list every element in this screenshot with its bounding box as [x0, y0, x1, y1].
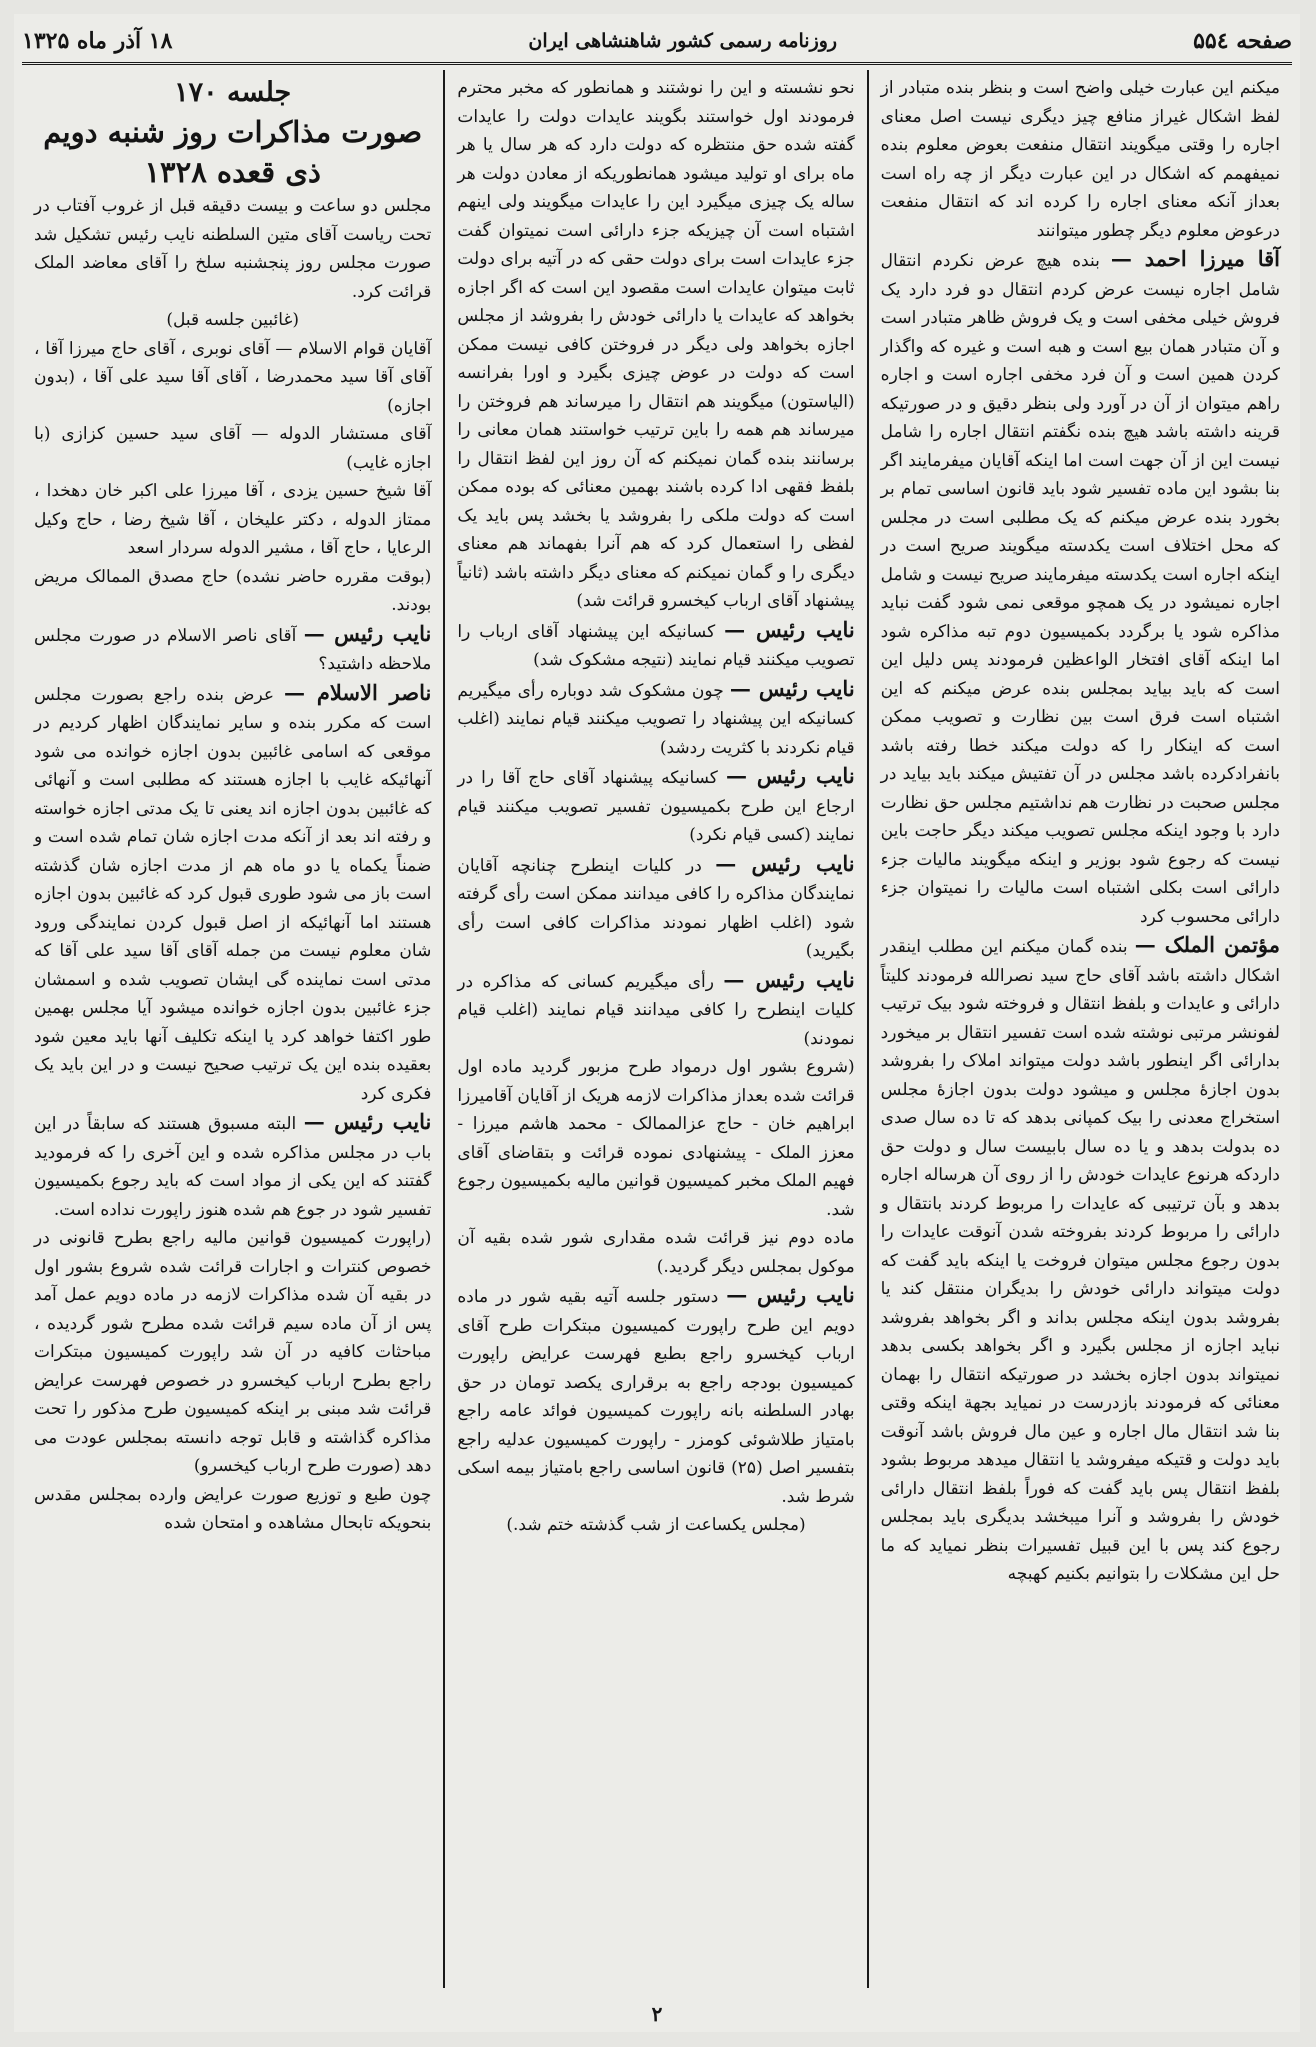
paragraph: آقایان قوام الاسلام — آقای نوبری ، آقای حاج میرزا آقا ، آقای آقا سید محمدرضا ، آقای آقا سید علی آقا ، (بدون اجازه) — [34, 338, 432, 416]
absentees-heading: (غائبین جلسه قبل) — [166, 310, 299, 330]
page-label: صفحه ۵۵٤ — [1193, 28, 1292, 54]
paragraph: ماده دوم نیز قرائت شده مقداری شور شده بقیه آن موکول بمجلس دیگر گردید.) — [457, 1228, 855, 1277]
paragraph: (راپورت کمیسیون قوانین مالیه راجع بطرح قانونی در خصوص کنترات و اجارات قرائت شده شروع بشور اول در بقیه آن شده مذاکرات لازمه در ماده دویم عمل آمد پس از آن ماده سیم قرائت شده مطرح شور گردیده ، مباحثات کافیه در آن شد راپورت کمیسیون مبتکرات راجع بطرح ارباب کیخسرو در خصوص فهرست عرایض قرائت شد مبنی بر اینکه کمیسیون طرح مذکور را تحت مذاکره گذاشته و قابل توجه دانسته بمجلس عودت می دهد (صورت طرح ارباب کیخسرو) — [34, 1228, 432, 1476]
closing-note: (مجلس یکساعت از شب گذشته ختم شد.) — [506, 1515, 806, 1535]
speech-text: بنده هیچ عرض نکردم انتقال شامل اجاره نیست عرض کردم انتقال دو فرد دارد یک فروش خیلی مخفی است و یک فروش ظاهر متبادر است و آن متبادر همان بیع است و هبه است و غیره که واگذار کردن همین است و آن فرد مخفی اجاره است و اجاره راهم میتوان از آن در آورد ولی بنظر دقیق و در صورتیکه قرینه داشته باشد هیچ بنده نگفتم انتقال اجاره را شامل نیست این از آن جهت است اما اینکه آقایان میفرمایند اگر بنا بشود این ماده تفسیر شود باید قانون اساسی تمام بر بخورد بنده عرض میکنم که یک مطلبی است در مجلس که محل اختلاف است یکدسته میگویند صریح است در اینکه اجاره است یکدسته میفرمایند صریح نیست و شامل اجاره نمیشود در یک همچو موقعی نمی شود گفت نباید مذاکره شود یا برگردد بکمیسیون دوم تبه مذاکره شود اما اینکه آقای افتخار الواعظین فرمودند پس دلیل این است که باید بیاید بمجلس بنده عرض میکنم که این اشتباه است فرق است بین نظارت و تصویب ممکن است که اینکار را که دولت میکند خطا رفته باشد بانفرادکرده باشد مجلس در آن تفتیش میکند باید بیاید در مجلس صحبت در نظارت هم نداشتیم مجلس حق نظارت دارد با وجود اینکه مجلس تصویب میکند دیگر حاجت باین نیست که رجوع شود بوزیر و اینکه میگویند مالیات جزء دارائی است بکلی اشتباه است مالیات را نمیتوان جزء دارائی محسوب کرد — [880, 251, 1280, 927]
speaker-name: نایب رئیس — — [724, 616, 855, 642]
paragraph: (شروع بشور اول درمواد طرح مزبور گردید ماده اول قرائت شده بعداز مذاکرات لازمه هریک از آقایان آقامیرزا ابراهیم خان - حاج عزالممالک - محمد هاشم میرزا - معزز الملک - پیشنهادی نموده قرائت و بتقاضای آقای فهیم الملک مخبر کمیسیون قوانین مالیه بکمیسیون رجوع شد. — [457, 1057, 855, 1220]
speech-text: البته مسبوق هستند که سابقاً در این باب در مجلس مذاکره شده و این آخری را که فرمودید گفتند که این یکی از مواد است که باید رجوع بکمیسیون تفسیر شود در جوع هم شده هنوز راپورت نداده است. — [34, 1114, 432, 1220]
columns — [22, 70, 1292, 1988]
speaker-name: نایب رئیس — — [723, 966, 855, 992]
speaker-name: مؤتمن الملک — — [1134, 932, 1281, 957]
column-left — [22, 70, 445, 1988]
speech-text: در کلیات اینطرح چنانچه آقایان نمایندگان مذاکره را کافی میدانند ممکن است رأی گرفته شود (اغلب اظهار نمودند مذاکرات کافی است رأی بگیرید) — [457, 855, 855, 961]
speech-text: کسانیکه پیشنهاد آقای حاج آقا را در ارجاع این طرح بکمیسیون تفسیر تصویب میکنند قیام نمایند (کسی قیام نکرد) — [457, 768, 855, 845]
speaker-name: ناصر الاسلام — — [283, 679, 432, 705]
speech-text: بنده گمان میکنم این مطلب اینقدر اشکال داشته باشد آقای حاج سید نصرالله فرمودند کلیتاً دارائی و عایدات و بلفظ انتقال و فروخته شود بیک ترتیب لفونشر مرتبی نوشته شده است تفسیر انتقال بر میخورد بدارائی اگر اینطور باشد دولت میتواند املاک را بفروشد بدون اجازهٔ مجلس و میشود دولت بدون اجازهٔ مجلس استخراج معدنی را بیک کمپانی بدهد که تا ده سال صدی ده بدولت بدهد و یا ده سال بابیست سال و دولت حق داردکه هرنوع عایدات خودش را از روی آن هرساله اجاره بدهد و بآن ترتیبی که عایدات را مربوط کردند بانتقال و دارائی را مربوط کردند بفروخته شدن آنوقت عایدات را بدون رجوع مجلس میتوان فروخت یا اینکه باید گفت که دولت میتواند دارائی خودش را بدیگران منتقل کند یا بفروشد بدون اینکه مجلس بداند و اگر بخواهد بفروشد نباید اجازه از مجلس بگیرد و اگر بخواهد بکسی بدهد نمیتواند بدون اجازه بخشد در صورتیکه انتقال را بهمان معنائی که فرمودند بازدرست در نمیاید بجهة اینکه وقتی بنا شد انتقال مال اجاره و عین مال فروش باشد آنوقت باید دولت و قتیکه میفروشد یا انتقال میدهد مربوط بشود بلفظ انتقال پس باید گفت که فوراً بلفظ انتقال دارائی خودش را بفروشد و آنرا میبخشد بدیگری باید بمجلس رجوع کند پس با این قبیل تفسیرات بنظر نمیاید که ما حل این مشکلات را بتوانیم بکنیم کهبچه — [880, 937, 1280, 1584]
speech-text: دستور جلسه آتیه بقیه شور در ماده دویم این طرح راپورت کمیسیون مبتکرات طرح آقای ارباب کیخسرو راجع بطبع فهرست عرایض راپورت کمیسیون بودجه راجع به برقراری یکصد تومان در حق بهادر السلطنه بانه راپورت کمیسیون فوائد عامه راجع بامتیاز طلاشوئی کومزر - راپورت کمیسیون عدلیه راجع بتفسیر اصل (۲۵) قانون اساسی راجع بامتیاز بیمه اسکی شرط شد. — [457, 1287, 855, 1507]
paragraph: آقا شیخ حسین یزدی ، آقا میرزا علی اکبر خان دهخدا ، ممتاز الدوله ، دکتر علیخان ، آقا شیخ رضا ، حاج وکیل الرعایا ، حاج آقا ، مشیر الدوله سردار اسعد — [34, 481, 432, 558]
session-date: ذی قعده ۱۳۲۸ — [144, 155, 321, 189]
paragraph: چون طبع و توزیع صورت عرایض وارده بمجلس مقدس بنحویکه تابحال مشاهده و امتحان شده — [34, 1484, 432, 1533]
session-number: جلسه ۱۷۰ — [174, 77, 292, 108]
speaker-name: آقا میرزا احمد — — [1110, 246, 1280, 271]
paragraph: مجلس دو ساعت و بیست دقیقه قبل از غروب آفتاب در تحت ریاست آقای متین السلطنه نایب رئیس تشکیل شد صورت مجلس روز پنجشنبه سلخ را آقای معاضد الملک قرائت کرد. — [34, 196, 432, 302]
session-title: صورت مذاکرات روز شنبه دویم — [43, 115, 423, 149]
newspaper-title: روزنامه رسمی کشور شاهنشاهی ایران — [528, 30, 838, 52]
speaker-name: نایب رئیس — — [729, 675, 855, 701]
speech-text: آقای ناصر الاسلام در صورت مجلس ملاحظه داشتید؟ — [34, 625, 432, 674]
speaker-name: نایب رئیس — — [715, 850, 855, 876]
paragraph: میکنم این عبارت خیلی واضح است و بنظر بنده متبادر از لفظ اشکال غیراز منافع چیز دیگری نیست اصل معنای اجاره را وقتی میگویند انتقال منفعت بعوض معلوم بنده نمیفهمم که اشکال در این عبارت دیگر از چه راه است بعداز آنکه معنای اجاره را کرده اند که انتقال منفعت درعوض معلوم دیگر چطور میتوانند — [880, 78, 1280, 241]
speaker-name: نایب رئیس — — [726, 1282, 855, 1307]
page-number: ۲ — [651, 2002, 663, 2026]
paragraph: آقای مستشار الدوله — آقای سید حسین کزازی (با اجازه غایب) — [34, 424, 432, 473]
column-middle — [445, 70, 868, 1988]
issue-date: ۱۸ آذر ماه ۱۳۲۵ — [22, 28, 173, 54]
newspaper-page — [14, 14, 1300, 2032]
column-right — [869, 70, 1292, 1988]
speaker-name: نایب رئیس — — [725, 763, 855, 788]
speech-text: کسانیکه این پیشنهاد آقای ارباب را تصویب میکنند قیام نمایند (نتیجه مشکوک شد) — [457, 621, 855, 670]
speech-text: عرض بنده راجع بصورت مجلس است که مکرر بنده و سایر نمایندگان اظهار کردیم در موقعی که اسامی غائبین بدون اجازه خوانده می شود آنهائیکه غایب با اجازه هستند که مطلبی است و آنهائی که غائبین بدون اجازه اند یعنی تا یک مدتی اجازه خواسته و رفته اند بعد از آنکه مدت اجازه شان تمام شده است و ضمناً یکماه یا دو ماه هم از مدت اجازه شان گذشته است باز می شود طوری قبول کرد که غائبین بدون اجازه هستند اما آنهائیکه از اصل قبول کردن نمایندگی ورود شان معلوم نیست من جمله آقای آقا سید علی آقا که مدتی است نماینده گی ایشان تصویب شده و اسمشان جزء غائبین بدون اجازه خوانده میشود آیا مجلس بهمین طور اکتفا خواهد کرد یا اینکه تکلیف آنها باید معین شود بعقیده بنده این یک ترتیب صحیح نیست و در این باید یک فکری کرد — [34, 684, 432, 1104]
speech-text: رأی میگیریم کسانی که مذاکره در کلیات اینطرح را کافی میدانند قیام نمایند (اغلب قیام نمودند) — [457, 971, 855, 1049]
speaker-name: نایب رئیس — — [303, 1109, 432, 1134]
speech-text: چون مشکوک شد دوباره رأی میگیریم کسانیکه این پیشنهاد را تصویب میکنند قیام نمایند (اغلب قیام نکردند با کثریت ردشد) — [457, 680, 855, 758]
paragraph: (بوقت مقرره حاضر نشده) حاج مصدق الممالک مریض بودند. — [34, 566, 432, 615]
speaker-name: نایب رئیس — — [303, 620, 432, 646]
masthead — [22, 20, 1292, 65]
paragraph: نحو نشسته و این را نوشتند و همانطور که مخبر محترم فرمودند اول خواستند بگویند عایدات دولت را عایدات گفته شده حق منتظره که دولت دارد که هر سال یا هر ماه برای او تولید میشود همانطوریکه از معادن دولت هر ساله یک چیزی میگیرد این را عایدات میگویند ولی اینهم اشتباه است آن چیزیکه جزء دارائی است نمیتوان گفت جزء عایدات است برای دولت حقی که در آتیه برای دولت ثابت میتوان عایدات است مقصود این است که اگر اجازه بخواهد که عایدات یا دارائی خودش را بفروشد از مجلس اجازه بخواهد ولی دیگر در فروختن کافی نیست ممکن است که دولت در عوض چیزی بگیرد و اورا بفرانسه (الیاستون) میگویند هم انتقال را میرساند هم فروختن را میرساند هم همه را باین ترتیب خواستند همان معانی را برسانند بنده گمان نمیکنم که آن روز این لفظ انتقال را بلفظ فقهی ادا کرده باشند بهمین معنائی که بوده ممکن است که دولت ملکی را بفروشد یا بخشد پس باید یک لفظی را استعمال کرد که هم آنرا بفهماند هم معنای دیگری را و گمان نمیکنم که معنای دیگر داشته باشد (ثانیاً پیشنهاد آقای ارباب کیخسرو قرائت شد) — [457, 78, 855, 611]
